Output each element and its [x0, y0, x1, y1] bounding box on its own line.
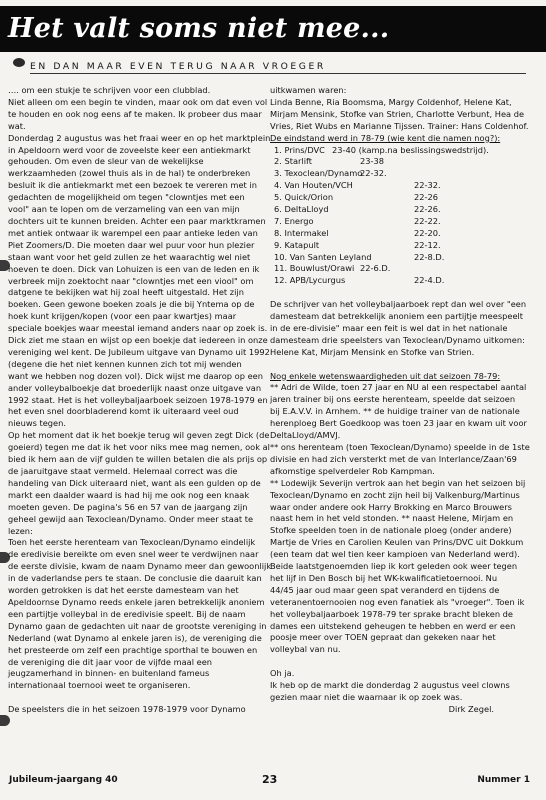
article-line: DeltaLloyd/AMVJ.	[270, 430, 341, 441]
article-right-column	[270, 85, 538, 716]
article-line: de eredivisie bereikte om even snel weer te verdwijnen naar	[8, 549, 259, 560]
article-line: gedachten de mogelijkheid om tegen "clowntjes met een	[8, 192, 245, 203]
article-line: nieuws tegen.	[8, 418, 66, 429]
article-line: te houden en ook nog eens af te maken. Ik probeer dus maar	[8, 108, 262, 119]
article-line: waar onder andere ook Harry Brokking en Marco Brouwers	[270, 501, 512, 512]
standings-row	[274, 263, 538, 275]
binder-hole-icon	[0, 715, 10, 726]
article-line: speciale boekjes waar meestal iemand anders naar op zoek is.	[8, 323, 268, 334]
article-line: met antiek ontwaar ik warempel een paar antieke leden van	[8, 227, 258, 238]
article-line	[8, 692, 265, 704]
article-line: ** Adri de Wilde, toen 27 jaar en NU al een respectabel aantal	[270, 382, 527, 393]
article-line: De speelsters die in het seizoen 1978-1979 voor Dynamo	[8, 704, 246, 715]
article-line: uitkwamen waren:	[270, 85, 347, 95]
article-line: in de vaderlandse pers te staan. De conclusie die daaruit kan	[8, 573, 262, 584]
closing-paragraph	[270, 668, 538, 704]
article-line: Ik heb op de markt die donderdag 2 augustus veel clowns	[270, 680, 510, 691]
page-title: Het valt soms niet mee...	[8, 13, 390, 44]
standings-row	[274, 228, 538, 240]
standings-team: 10. Van Santen Leyland	[274, 251, 372, 262]
article-line: Beide laatstgenoemden liep ik kort geleden ook weer tegen	[270, 561, 518, 572]
article-line: Texoclean/Dynamo en zocht zijn heil bij Valkenburg/Martinus	[270, 489, 520, 500]
article-line: het volleybaljaarboek 1978-79 ter sprake bracht bleken de	[270, 608, 513, 619]
article-line: staan want voor het geld zullen ze het waarachtig wel niet	[8, 251, 251, 262]
article-line: herenploeg Bert Goedkoop was toen 23 jaar en kwam uit voor	[270, 418, 527, 429]
standings-row	[274, 156, 538, 168]
standings-row	[274, 204, 538, 216]
standings-score: 22-4.D.	[414, 275, 445, 286]
article-line: ander volleybalboekje dat broederlijk naast onze uitgave van	[8, 382, 262, 393]
article-line: divisie en had zich versterkt met de van Interlance/Zaan'69	[270, 453, 517, 464]
article-line: Toen het eerste herenteam van Texoclean/Dynamo eindelijk	[8, 537, 256, 548]
standings-table	[274, 145, 538, 288]
article-line: bied ik hem aan de vijf gulden te willen betalen die als prijs op	[8, 454, 268, 465]
article-line: poosje meer over TOEN gepraat dan gekeken naar het	[270, 632, 496, 643]
article-line: geheel gewijd aan Texoclean/Dynamo. Onder meer staat te	[8, 513, 254, 524]
subtitle-rule	[30, 73, 526, 74]
article-line: datgene te bekijken wat hij zoal heeft uitgestald. Het zijn	[8, 287, 244, 298]
article-line: wat.	[8, 120, 26, 131]
article-line: Dick ziet me staan en wijst op een boekje dat iedereen in onze	[8, 335, 268, 346]
players-paragraph	[270, 85, 538, 133]
article-line: damesteam dat betrekkelijk anoniem een partijtje meespeelt	[270, 311, 524, 322]
article-line: een partijtje volleybal in de eredivisie speelt. Bij de naam	[8, 608, 246, 619]
article-line: het even snel doorbladerend komt ik uiteraard veel oud	[8, 406, 239, 417]
standings-team: 11. Bouwlust/Orawi	[274, 263, 355, 274]
facts-heading: Nog enkele wetenswaardigheden uit dat seizoen 78-79:	[270, 370, 501, 381]
article-line: de eerste divisie, kwam de naam Dynamo meer dan gewoonlijk	[8, 561, 272, 572]
article-line: Vries, Riet Wubs en Marianne Tijssen. Trainer: Hans Coldenhof.	[270, 120, 529, 131]
standings-row	[274, 192, 538, 204]
standings-score: 22-12.	[414, 239, 441, 250]
standings-score: 22-26.	[414, 203, 441, 214]
standings-score: 22-26	[414, 192, 438, 203]
article-line: dames een uitstekend geheugen te hebben en werd er een	[270, 620, 516, 631]
article-line: ** ons herenteam (toen Texoclean/Dynamo) speelde in de 1ste	[270, 441, 530, 452]
standings-team: 7. Energo	[274, 215, 314, 226]
article-line: het lijf in Den Bosch bij het WK-kwalificatietoernooi. Nu	[270, 572, 498, 583]
article-line: moeten geven. De pagina's 56 en 57 van de jaargang zijn	[8, 501, 248, 512]
article-line: 44/45 jaar oud maar geen spat veranderd en tijdens de	[270, 584, 500, 595]
footer-issue: Nummer 1	[477, 775, 530, 785]
page-number: 23	[262, 773, 278, 786]
article-line: Linda Benne, Ria Boomsma, Margy Coldenhof, Helene Kat,	[270, 96, 512, 107]
standings-score: 22-32.	[414, 180, 441, 191]
article-line: (een team dat wel tien keer kampioen van Nederland werd).	[270, 549, 520, 560]
article-line: Niet alleen om een begin te vinden, maar ook om dat even vol	[8, 96, 268, 107]
standings-score: 22-20.	[414, 227, 441, 238]
article-line: de vereniging die dit jaar voor de vijfde maal een	[8, 656, 213, 667]
article-line: dochters uit te kunnen breiden. Achter een paar marktkramen	[8, 215, 266, 226]
facts-paragraph	[270, 382, 538, 656]
standings-row	[274, 216, 538, 228]
article-line: jaren trainer bij ons eerste herenteam, speelde dat seizoen	[270, 394, 516, 405]
footer-volume: Jubileum-jaargang 40	[9, 775, 118, 785]
article-line: internationaal toernooi weet te organiseren.	[8, 680, 191, 691]
article-line: …. om een stukje te schrijven voor een clubblad.	[8, 85, 211, 95]
article-line: De schrijver van het volleybaljaarboek rept dan wel over "een	[270, 299, 527, 310]
article-line: ** Lodewijk Severijn vertrok aan het begin van het seizoen bij	[270, 477, 526, 488]
article-line: Nederland (wat Dynamo al enkele jaren is), de vereniging die	[8, 632, 262, 643]
author-signature: Dirk Zegel.	[448, 703, 494, 714]
article-line: Op het moment dat ik het boekje terug wil geven zegt Dick (de	[8, 430, 270, 441]
standings-row	[274, 252, 538, 264]
standings-row	[274, 275, 538, 287]
standings-score: 22-6.D.	[360, 263, 391, 274]
article-line: Mirjam Mensink, Stofke van Strien, Charlotte Verbunt, Hea de	[270, 108, 525, 119]
standings-score: 22-8.D.	[414, 251, 445, 262]
article-line: Dynamo gaan de gedachten uit naar de grootste vereniging in	[8, 620, 267, 631]
article-line: lezen:	[8, 525, 33, 536]
article-line: Stofke speelden toen in de nationale ploeg (onder andere)	[270, 525, 512, 536]
standings-team: 9. Katapult	[274, 239, 320, 250]
article-line: Piet Zoomers/D. Die moeten daar wel puur voor hun plezier	[8, 239, 255, 250]
article-line: in Apeldoorn werd voor de zoveelste keer een antiekmarkt	[8, 144, 251, 155]
standings-score: 23-38	[360, 156, 384, 167]
article-line: naast hem in het veld stonden. ** naast Helene, Mirjam en	[270, 513, 514, 524]
article-line: boeken. Geen gewone boeken zoals je die bij Yntema op de	[8, 299, 255, 310]
standings-score: 22-32.	[360, 168, 387, 179]
article-line: handeling van Dick uiteraard niet, want als een gulden op de	[8, 477, 261, 488]
article-line: gezien maar niet die waarnaar ik op zoek was.	[270, 691, 463, 702]
article-line: Donderdag 2 augustus was het fraai weer en op het marktplein	[8, 132, 271, 143]
article-line: de jaaruitgave staat vermeld. Helemaal correct was die	[8, 466, 238, 476]
article-line: (degene die het niet kennen kunnen zich tot mij wenden	[8, 358, 242, 369]
article-line: verbreek mijn zoektocht naar "clowntjes met een viool" om	[8, 275, 254, 286]
title-banner	[0, 6, 546, 52]
standings-row	[274, 145, 538, 157]
article-line: want we hebben nog dozen vol). Dick wijst me daarop op een	[8, 370, 263, 381]
article-line: worden getrokken is dat het eerste damesteam van het	[8, 585, 239, 596]
article-line: vereniging wel kent. De Jubileum uitgave van Dynamo uit 1992	[8, 346, 270, 357]
article-line: veteranentoernooien nog even fanatiek als "vroeger". Toen ik	[270, 596, 525, 607]
article-line: in de ere-divisie" maar een feit is wel dat in het nationale	[270, 322, 508, 333]
standings-score: 22-22.	[414, 215, 441, 226]
standings-row	[274, 240, 538, 252]
standings-row	[274, 168, 538, 180]
standings-team: 5. Quick/Orion	[274, 192, 334, 203]
bullet-dot-icon	[13, 58, 25, 67]
standings-team: 8. Intermakel	[274, 227, 329, 238]
article-line: Helene Kat, Mirjam Mensink en Stofke van Strien.	[270, 346, 475, 357]
article-line: damesteam drie speelsters van Texoclean/Dynamo uitkomen:	[270, 334, 525, 345]
article-line: Oh ja.	[270, 668, 295, 679]
article-line: Martje de Vries en Carolien Keulen van Prins/DVC uit Dokkum	[270, 537, 524, 548]
article-line: markt een daalder waard is had hij me ook nog een knaak	[8, 489, 250, 500]
standings-team: 2. Starlift	[274, 156, 312, 167]
article-line: het presteerde om zelf een prachtige sporthal te bouwen en	[8, 644, 258, 655]
standings-team: 1. Prins/DVC	[274, 144, 325, 155]
article-line: 1992 staat. Het is het volleybaljaarboek seizoen 1978-1979 en	[8, 394, 268, 405]
article-line: besluit ik die antiekmarkt met een bezoek te vereren met in	[8, 180, 257, 191]
article-line: bij E.A.V.V. in Arnhem. ** de huidige trainer van de nationale	[270, 406, 520, 417]
standings-team: 3. Texoclean/Dynamo	[274, 168, 363, 179]
standings-team: 4. Van Houten/VCH	[274, 180, 353, 191]
national-team-paragraph	[270, 299, 538, 359]
standings-heading: De eindstand werd in 78-79 (wie kent die namen nog?):	[270, 132, 501, 143]
article-line: hoeven te doen. Dick van Lohuizen is een van de leden en ik	[8, 263, 260, 274]
standings-team: 12. APB/Lycurgus	[274, 275, 346, 286]
section-subtitle: EN DAN MAAR EVEN TERUG NAAR VROEGER	[30, 61, 326, 72]
article-line: werkzaamheden (zowel thuis als in de hal) te onderbreken	[8, 168, 251, 179]
article-line: volleybal van nu.	[270, 644, 341, 655]
article-line: Apeldoornse Dynamo reeds enkele jaren betrekkelijk anoniem	[8, 596, 265, 607]
standings-score: 23-40 (kamp.na beslissingswedstrijd).	[332, 144, 489, 155]
article-line: afkomstige spelverdeler Rob Kampman.	[270, 465, 435, 476]
article-line: jeugzamerhand in binnen- en buitenland fameus	[8, 668, 210, 679]
article-line: gehouden. Om even de sleur van de wekelijkse	[8, 156, 204, 167]
article-left-column	[8, 85, 272, 716]
article-line: hoek kunt krijgen/kopen (voor een paar kwartjes) maar	[8, 311, 237, 322]
article-line: vool" aan te lopen om de verzameling van een van mijn	[8, 204, 240, 215]
standings-team: 6. DeltaLloyd	[274, 203, 329, 214]
standings-row	[274, 180, 538, 192]
article-line: goeierd) tegen me dat ik het voor niks mee mag nemen, ook al	[8, 442, 270, 453]
